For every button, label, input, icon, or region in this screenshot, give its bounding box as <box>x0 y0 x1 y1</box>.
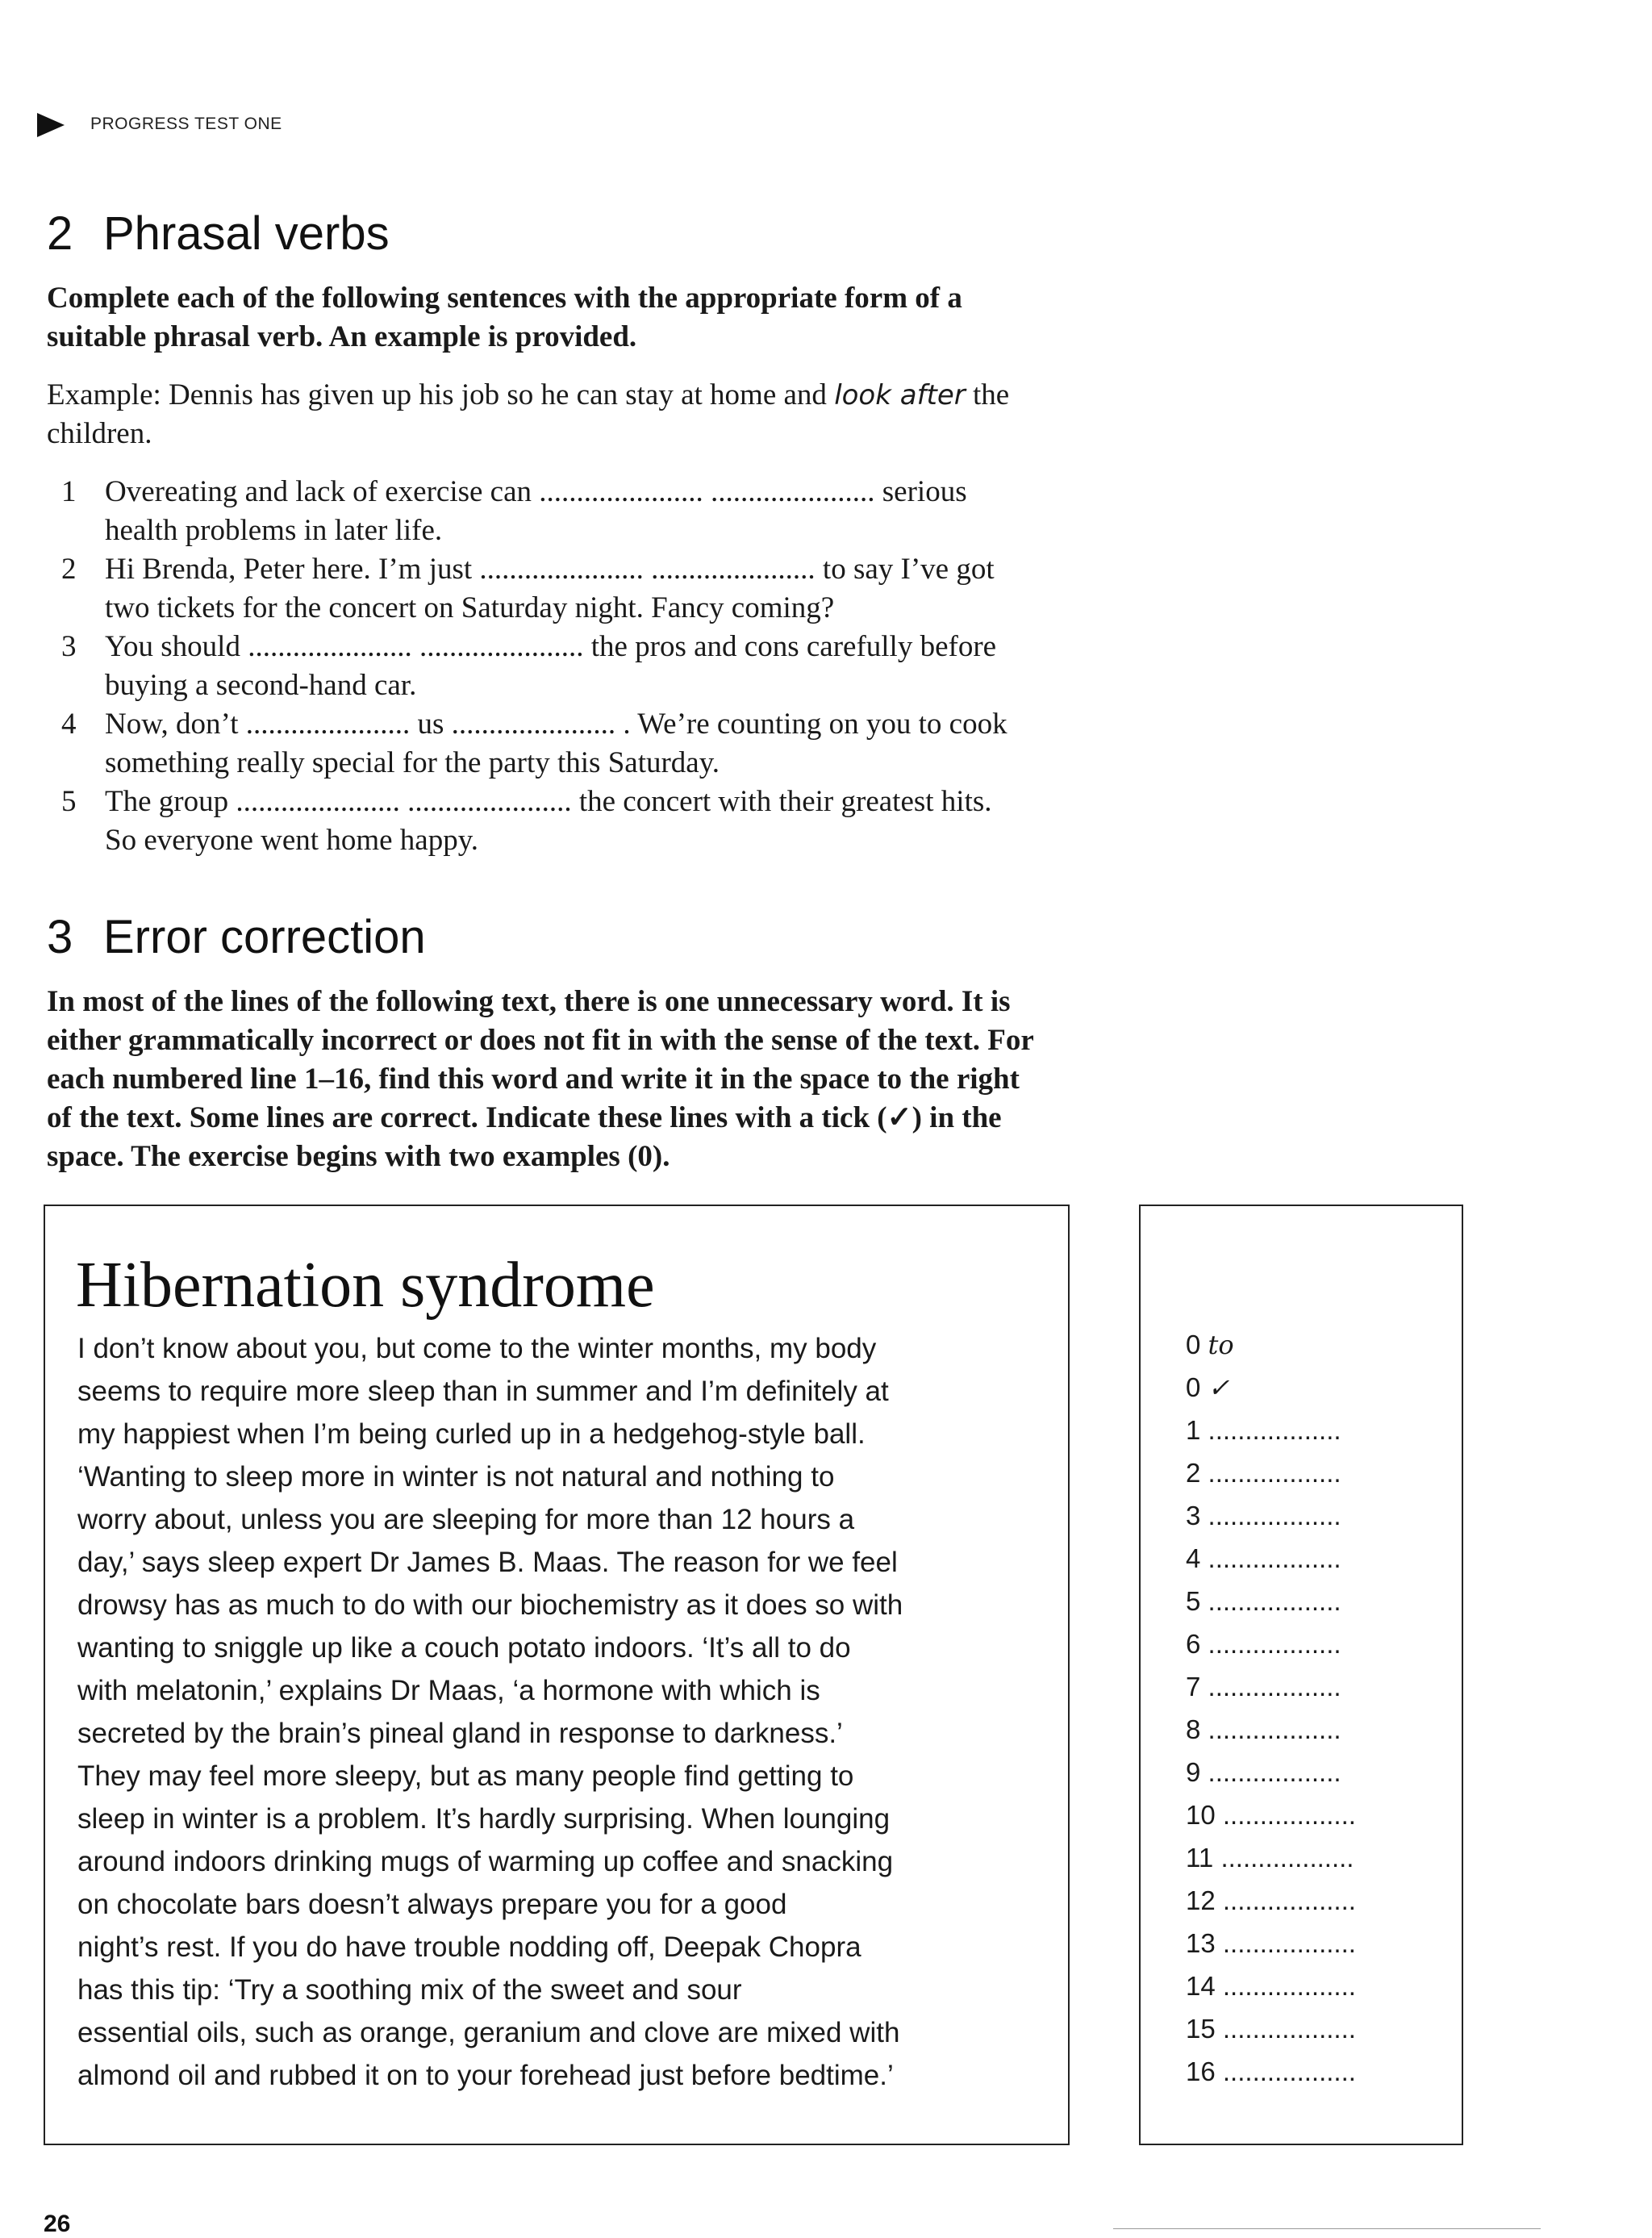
answer-example-value: to <box>1208 1330 1234 1360</box>
example-text-end: the <box>965 378 1010 411</box>
answer-blank[interactable]: .................. <box>1208 1757 1341 1787</box>
answer-line <box>1186 1757 1341 1788</box>
answer-line <box>1186 1843 1354 1873</box>
answer-blank[interactable]: .................. <box>1222 2056 1356 2086</box>
answer-blank[interactable]: .................. <box>1208 1629 1341 1659</box>
phrasal-item <box>47 783 1095 860</box>
instruction-line: of the text. Some lines are correct. Indicate these lines with a tick (✓) in the <box>47 1101 1002 1134</box>
item-number: 2 <box>61 553 77 586</box>
answer-number: 12 <box>1186 1885 1216 1915</box>
article-line: on chocolate bars doesn’t always prepare you for a good <box>77 1889 787 1920</box>
item-line: something really special for the party this Saturday. <box>105 746 720 779</box>
answer-line <box>1186 1415 1341 1446</box>
section-2-instructions <box>47 279 1112 357</box>
instruction-line: either grammatically incorrect or does not fit in with the sense of the text. For <box>47 1024 1034 1057</box>
answer-line <box>1186 1714 1341 1745</box>
section-3-instructions <box>47 983 1112 1176</box>
item-line: Hi Brenda, Peter here. I’m just ...................... ...................... to say I’ve got <box>105 553 995 586</box>
example-sentence <box>47 376 1095 453</box>
item-number: 5 <box>61 785 77 818</box>
item-line: health problems in later life. <box>105 514 443 547</box>
answer-line <box>1186 1586 1341 1617</box>
section-2-heading <box>47 207 390 261</box>
answer-number: 11 <box>1186 1843 1214 1873</box>
article-line: around indoors drinking mugs of warming up coffee and snacking <box>77 1846 894 1877</box>
answer-number: 4 <box>1186 1543 1201 1573</box>
answer-number: 2 <box>1186 1458 1201 1488</box>
item-number: 4 <box>61 708 77 741</box>
answer-blank[interactable]: .................. <box>1208 1458 1341 1488</box>
article-line: night’s rest. If you do have trouble nodding off, Deepak Chopra <box>77 1931 861 1963</box>
answer-blank[interactable]: .................. <box>1208 1543 1341 1573</box>
item-line: So everyone went home happy. <box>105 824 479 857</box>
answer-number: 10 <box>1186 1800 1216 1830</box>
phrasal-item <box>47 705 1095 783</box>
section-title: Error correction <box>103 911 426 963</box>
article-line: sleep in winter is a problem. It’s hardly surprising. When lounging <box>77 1803 891 1835</box>
answer-blank[interactable]: .................. <box>1208 1415 1341 1445</box>
article-line: worry about, unless you are sleeping for more than 12 hours a <box>77 1504 855 1535</box>
answer-number: 14 <box>1186 1971 1216 2001</box>
item-line: two tickets for the concert on Saturday night. Fancy coming? <box>105 591 835 624</box>
answer-number: 13 <box>1186 1928 1216 1958</box>
answer-line <box>1186 1543 1341 1574</box>
answer-line <box>1186 1971 1356 2002</box>
instruction-line: space. The exercise begins with two examples (0). <box>47 1140 670 1173</box>
article-line: almond oil and rubbed it on to your forehead just before bedtime.’ <box>77 2060 894 2091</box>
answer-example <box>1186 1372 1229 1403</box>
answer-number: 6 <box>1186 1629 1201 1659</box>
article-line: They may feel more sleepy, but as many people find getting to <box>77 1760 854 1792</box>
instruction-line: Complete each of the following sentences with the appropriate form of a <box>47 282 962 315</box>
item-line: Now, don’t ...................... us ...................... . We’re counting on you to cook <box>105 708 1007 741</box>
article-line: wanting to sniggle up like a couch potato indoors. ‘It’s all to do <box>77 1632 851 1664</box>
answer-line <box>1186 1458 1341 1489</box>
example-text: Example: Dennis has given up his job so he can stay at home and <box>47 378 835 411</box>
item-line: You should ...................... ...................... the pros and cons carefully before <box>105 630 997 663</box>
phrasal-item <box>47 473 1095 550</box>
answer-line <box>1186 1629 1341 1660</box>
section-number: 2 <box>47 207 73 260</box>
answer-line <box>1186 1885 1356 1916</box>
answer-blank[interactable]: .................. <box>1208 1586 1341 1616</box>
answer-line <box>1186 1928 1356 1959</box>
item-line: buying a second-hand car. <box>105 669 417 702</box>
answer-blank[interactable]: .................. <box>1222 1928 1356 1958</box>
tick-icon: ✓ <box>1208 1372 1230 1403</box>
answer-number: 3 <box>1186 1501 1201 1530</box>
answer-blank[interactable]: .................. <box>1222 1800 1356 1830</box>
article-line: my happiest when I’m being curled up in a hedgehog-style ball. <box>77 1418 866 1450</box>
answer-number: 5 <box>1186 1586 1201 1616</box>
phrasal-item <box>47 628 1095 705</box>
example-line-2: children. <box>47 417 152 450</box>
header-label: PROGRESS TEST ONE <box>90 115 282 133</box>
article-line: I don’t know about you, but come to the winter months, my body <box>77 1333 877 1364</box>
answer-number: 7 <box>1186 1672 1201 1701</box>
answer-number: 16 <box>1186 2056 1216 2086</box>
answer-number: 1 <box>1186 1415 1201 1445</box>
instruction-line: each numbered line 1–16, find this word and write it in the space to the right <box>47 1063 1020 1096</box>
answer-line <box>1186 2056 1356 2087</box>
answer-blank[interactable]: .................. <box>1222 1885 1356 1915</box>
answer-blank[interactable]: .................. <box>1208 1501 1341 1530</box>
article-line: has this tip: ‘Try a soothing mix of the sweet and sour <box>77 1974 742 2006</box>
article-line: day,’ says sleep expert Dr James B. Maas. The reason for we feel <box>77 1547 898 1578</box>
section-title: Phrasal verbs <box>103 207 390 260</box>
item-line: The group ...................... ...................... the concert with their greatest hits. <box>105 785 992 818</box>
instruction-line: suitable phrasal verb. An example is provided. <box>47 320 637 353</box>
answer-number: 0 <box>1186 1330 1201 1359</box>
item-number: 3 <box>61 630 77 663</box>
item-number: 1 <box>61 475 77 508</box>
answer-blank[interactable]: .................. <box>1222 2014 1356 2044</box>
answer-blank[interactable]: .................. <box>1222 1971 1356 2001</box>
section-3-heading <box>47 910 426 964</box>
page-number: 26 <box>44 2211 71 2237</box>
article-line: with melatonin,’ explains Dr Maas, ‘a hormone with which is <box>77 1675 820 1706</box>
phrasal-item <box>47 550 1095 628</box>
article-title: Hibernation syndrome <box>76 1250 655 1321</box>
section-number: 3 <box>47 911 73 963</box>
answer-number: 8 <box>1186 1714 1201 1744</box>
article-line: secreted by the brain’s pineal gland in response to darkness.’ <box>77 1718 843 1749</box>
answer-line <box>1186 1501 1341 1531</box>
answer-example <box>1186 1330 1234 1360</box>
answer-blank[interactable]: .................. <box>1208 1672 1341 1701</box>
item-line: Overeating and lack of exercise can ...................... ...................... serious <box>105 475 967 508</box>
example-answer: look after <box>834 379 966 411</box>
answer-number: 0 <box>1186 1372 1201 1402</box>
answer-line <box>1186 1672 1341 1702</box>
answer-line <box>1186 1800 1356 1831</box>
answer-number: 15 <box>1186 2014 1216 2044</box>
play-arrow-icon <box>37 113 65 137</box>
article-line: seems to require more sleep than in summer and I’m definitely at <box>77 1376 889 1407</box>
article-line: drowsy has as much to do with our biochemistry as it does so with <box>77 1589 903 1621</box>
answer-blank[interactable]: .................. <box>1208 1714 1341 1744</box>
instruction-line: In most of the lines of the following text, there is one unnecessary word. It is <box>47 985 1011 1018</box>
answer-line <box>1186 2014 1356 2044</box>
footer-rule <box>1113 2228 1541 2229</box>
article-line: ‘Wanting to sleep more in winter is not natural and nothing to <box>77 1461 835 1493</box>
article-line: essential oils, such as orange, geranium and clove are mixed with <box>77 2017 900 2048</box>
answer-blank[interactable]: .................. <box>1220 1843 1354 1873</box>
answer-number: 9 <box>1186 1757 1201 1787</box>
